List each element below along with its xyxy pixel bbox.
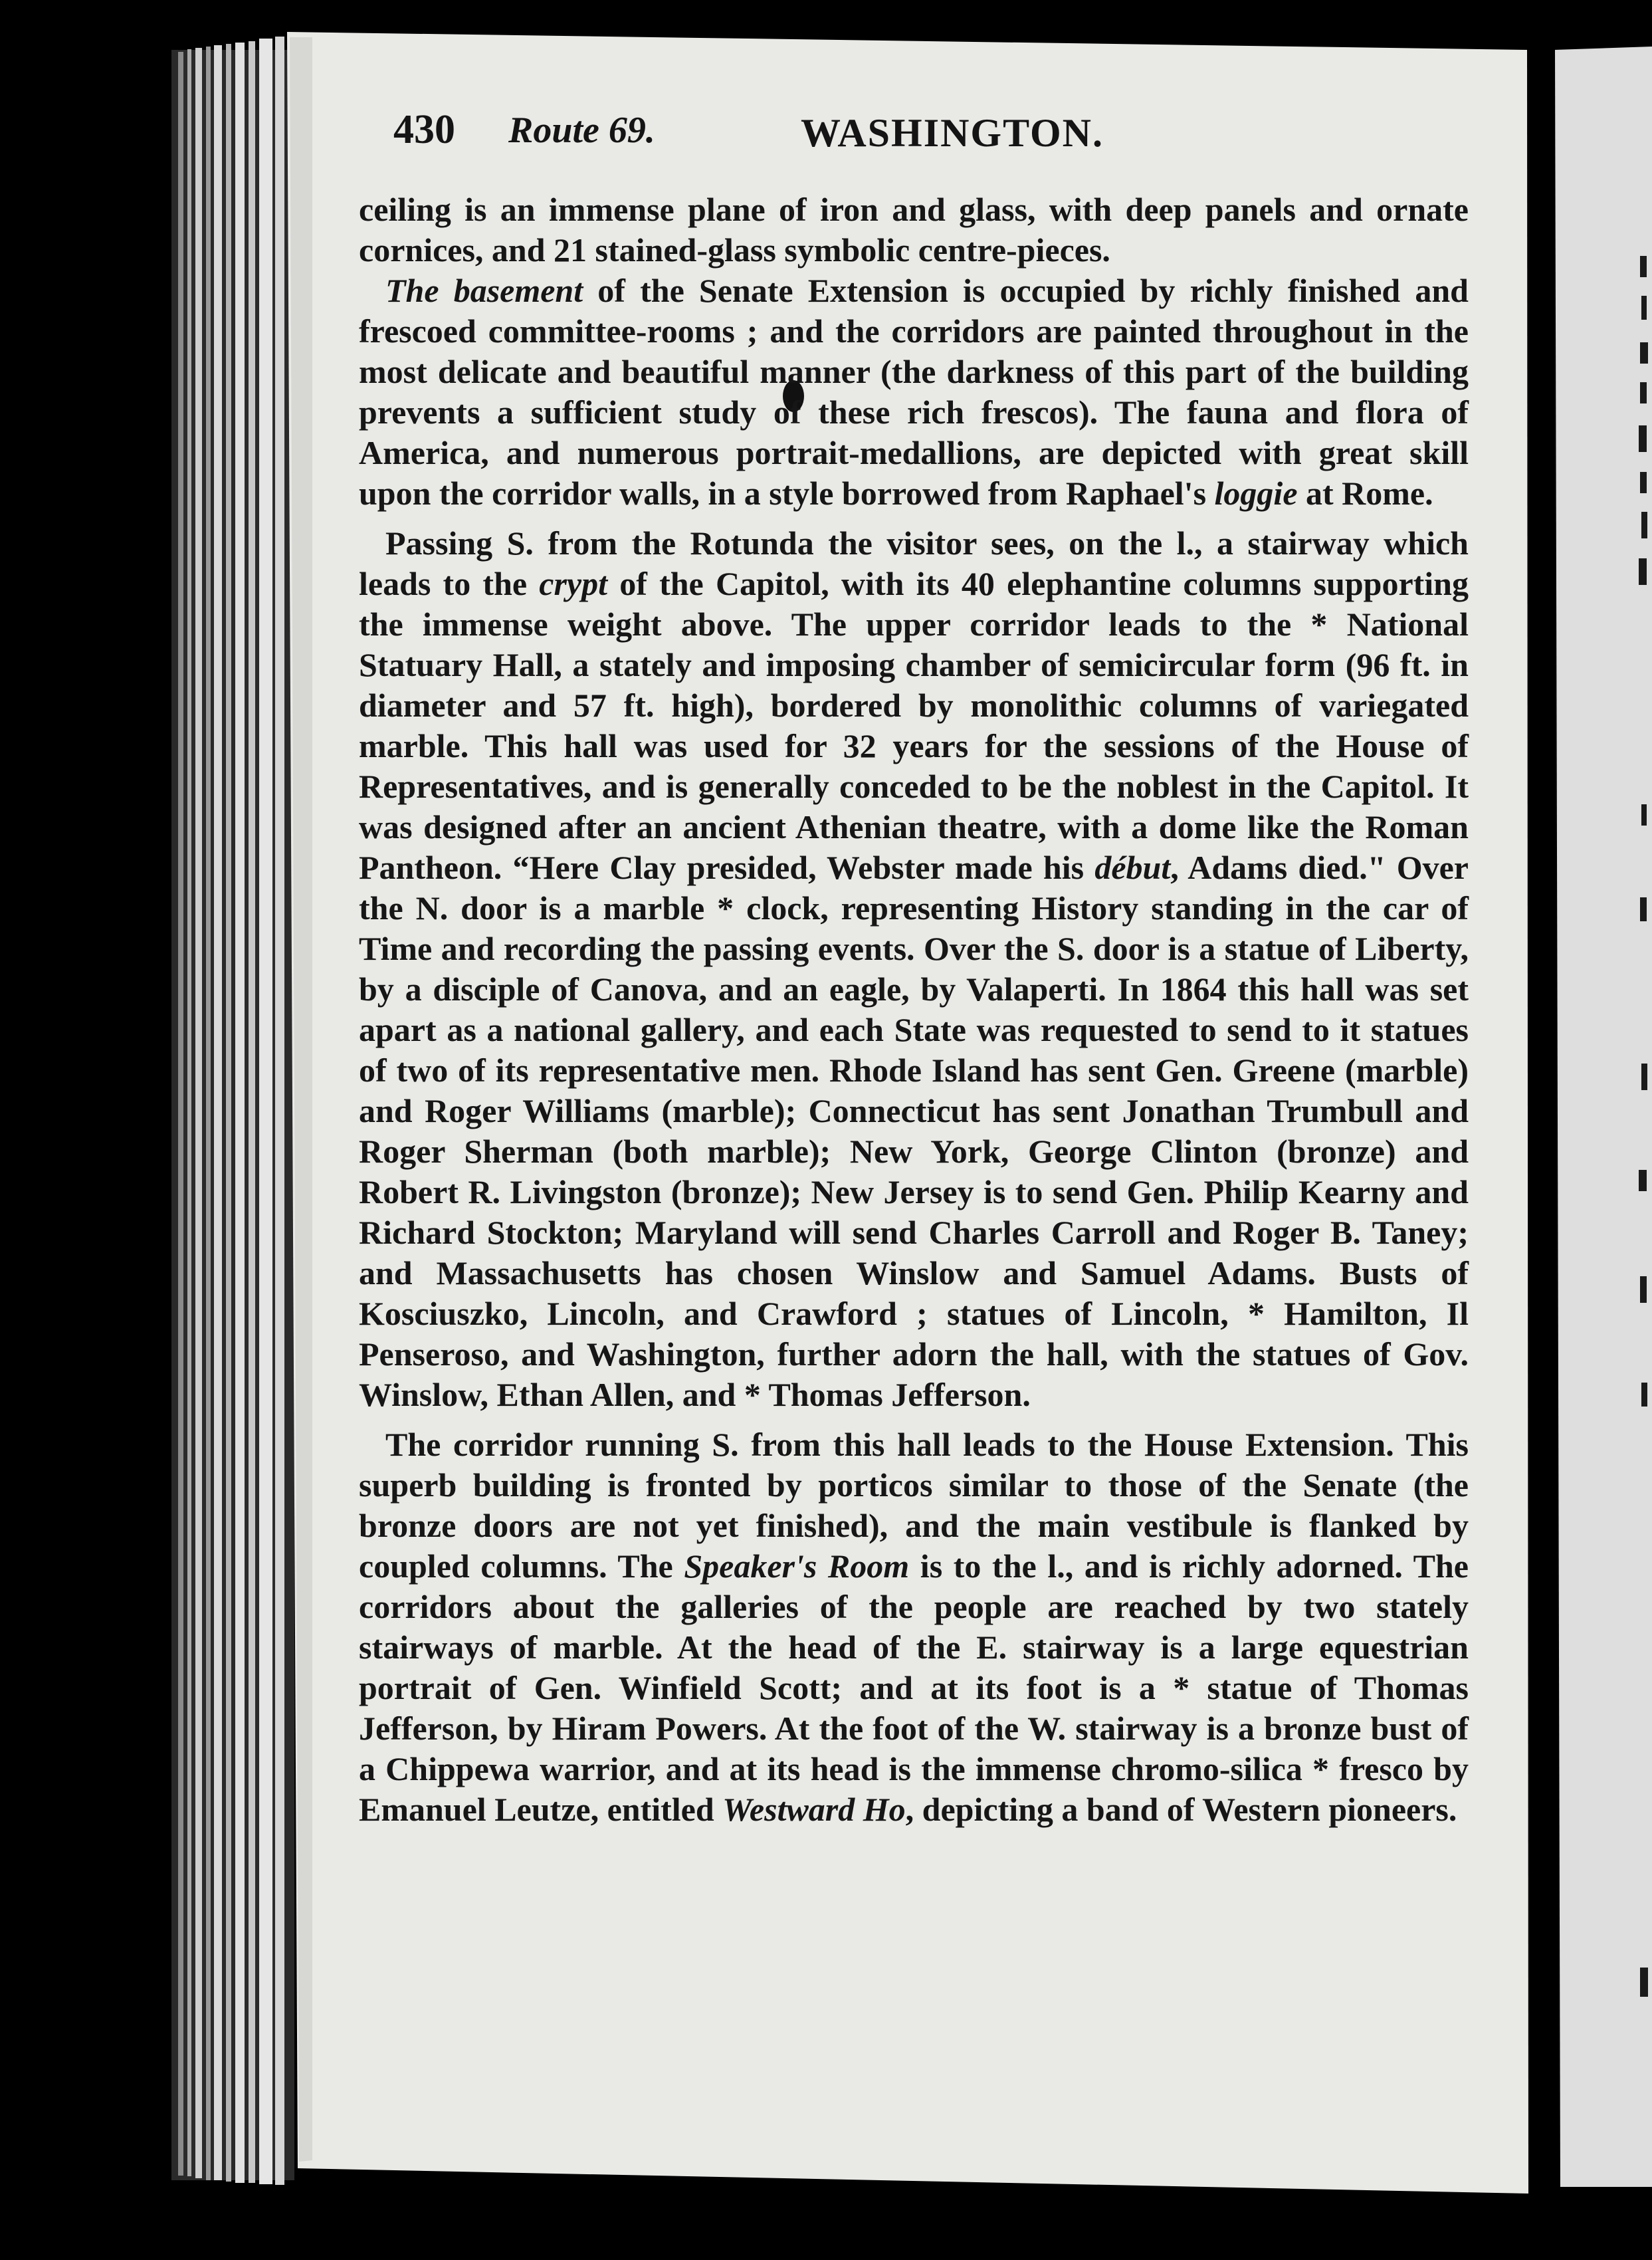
paragraph-3-part-2: of the Capitol, with its 40 elephantine columns supporting the immense weight above. The upper corridor leads to the — [359, 565, 1469, 643]
paragraph-3-italic-2: début — [1094, 849, 1171, 886]
page-text — [359, 189, 1469, 1830]
paragraph-3-part-4: , Adams died." Over the N. door is a marble * clock, representing History standing in the car of Time and recording the passing events. Over the S. door is a statue of Liberty, by a disciple of Canova, and an eagle, by Valaperti. In 1864 this hall was set apart as a national gallery, and each State was requested to send to it statues of two of its representative men. Rhode Island has sent Gen. Greene (marble) and Roger Williams (marble); Connecticut has sent Jonathan Trumbull and Roger Sherman (both marble); New York, George Clinton (bronze) and Robert R. Livingston (bronze); New Jersey is to send Gen. Philip Kearny and Richard Stockton; Maryland will send Charles Carroll and Roger B. Taney; and Massachusetts has chosen Winslow and Samuel Adams. Busts of Kosciuszko, Lincoln, and Crawford ; statues of Lincoln, * Hamilton, Il Penseroso, and Washington, further adorn the hall, with the statues of Gov. Winslow, Ethan Allen, and * Thomas Jefferson. — [359, 849, 1469, 1413]
paragraph-2-lead: The basement — [385, 272, 583, 309]
book-page-edges — [171, 37, 294, 2185]
paragraph-1 — [359, 189, 1469, 271]
paragraph-4-part-4: , depicting a band of Western pioneers. — [905, 1791, 1457, 1828]
page-body — [332, 106, 1475, 2114]
paragraph-1-text: ceiling is an immense plane of iron and glass, with deep panels and ornate cornices, and 21 stained-glass symbolic centre-pieces. — [359, 191, 1469, 269]
paragraph-4-part-2: This superb building is fronted by porticos similar to those of the Senate (the bronze doors are not yet finished), and the main vestibule is flanked by coupled columns. The — [359, 1426, 1469, 1585]
paragraph-3-italic-1: crypt — [539, 565, 608, 602]
paragraph-3-part-3: , a stately and imposing chamber of semicircular form (96 ft. in diameter and 57 ft. high), bordered by monolithic columns of variegated marble. This hall was used for 32 years for the sessions of the House of Representatives, and is generally conceded to be the noblest in the Capitol. It was designed after an ancient Athenian theatre, with a dome like the Roman Pantheon. “Here Clay presided, Webster made his — [359, 646, 1469, 886]
running-header — [332, 106, 1475, 179]
running-title: WASHINGTON. — [801, 111, 1104, 155]
adjacent-page — [1555, 47, 1652, 2187]
paragraph-3 — [359, 523, 1469, 1415]
statuary-hall-heading: * National Statuary Hall — [359, 606, 1469, 683]
paragraph-2-text: of the Senate Extension is occupied by richly finished and frescoed committee-rooms ; and the corridors are painted throughout in the most delicate and beautiful manner (the darkness of this part of the building prevents a sufficient study of these rich frescos). The fauna and flora of America, and numerous portrait-medallions, are depicted with great skill upon the corridor walls, in a style borrowed from Raphael's — [359, 272, 1469, 512]
paragraph-4-italic-1: Speaker's Room — [684, 1547, 910, 1585]
paragraph-3-part-1: Passing S. from the Rotunda the visitor sees, on the l., a stairway which leads to the — [359, 524, 1469, 602]
page-number: 430 — [393, 107, 455, 152]
paragraph-2-italic: loggie — [1214, 475, 1298, 512]
route-label: Route 69. — [508, 110, 655, 151]
house-extension-heading: House Extension. — [1144, 1426, 1394, 1463]
paragraph-2-tail: at Rome. — [1297, 475, 1433, 512]
paragraph-4-italic-2: Westward Ho — [722, 1791, 906, 1828]
paragraph-2 — [359, 271, 1469, 514]
paragraph-4-part-3: is to the l., and is richly adorned. The corridors about the galleries of the people are reached by two stately stairways of marble. At the head of the E. stairway is a large equestrian portrait of Gen. Winfield Scott; and at its foot is a * statue of Thomas Jefferson, by Hiram Powers. At the foot of the W. stairway is a bronze bust of a Chippewa warrior, and at its head is the immense chromo-silica * fresco by Emanuel Leutze, entitled — [359, 1547, 1469, 1828]
paragraph-4-part-1: The corridor running S. from this hall leads to the — [385, 1426, 1144, 1463]
paragraph-4 — [359, 1424, 1469, 1830]
